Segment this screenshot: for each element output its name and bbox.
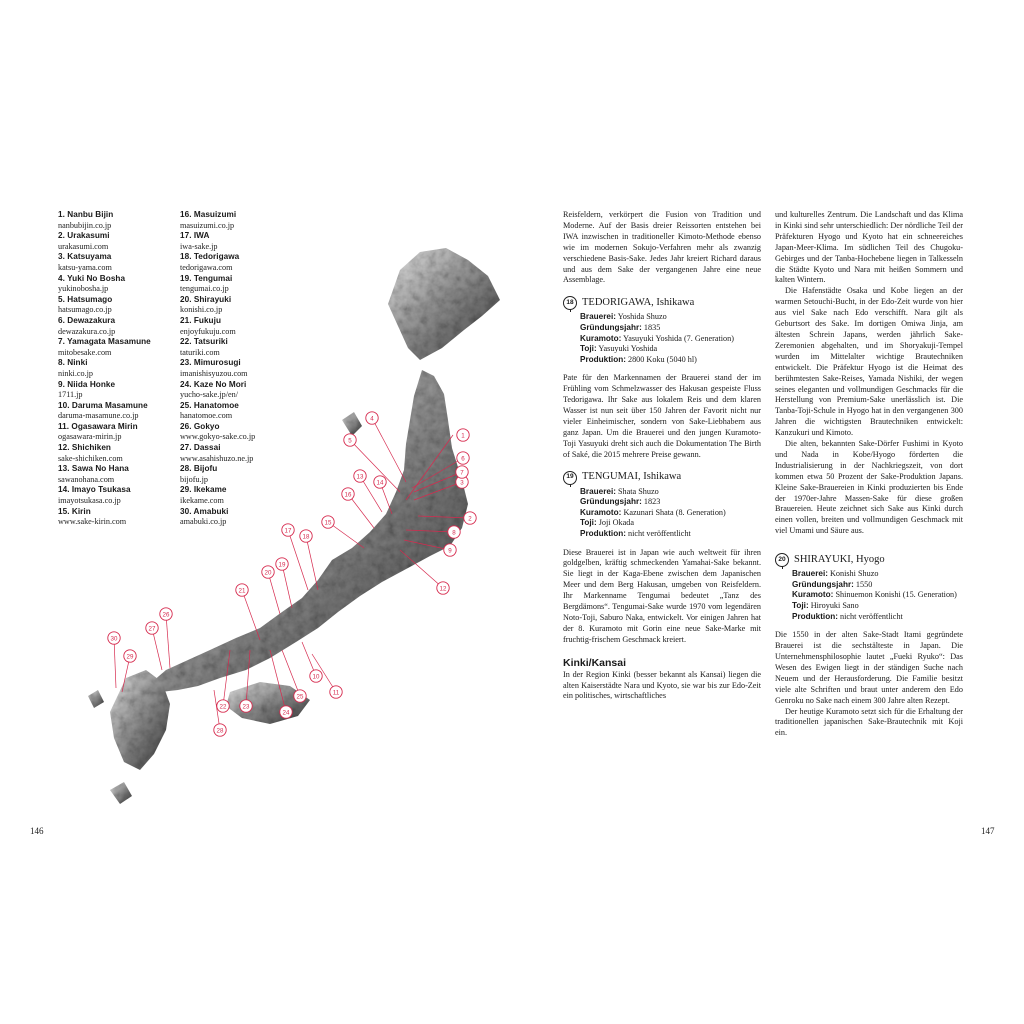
brewery-name: 29. Ikekame [180,485,227,495]
brewery-url: sawanohana.com [58,474,115,484]
brewery-name: 3. Katsuyama [58,252,112,262]
brewery-name: 17. IWA [180,231,210,241]
svg-text:22: 22 [219,703,227,711]
svg-text:26: 26 [162,611,170,619]
brewery-name: 14. Imayo Tsukasa [58,485,131,495]
page-number-left: 146 [30,826,44,836]
brewery-url: imanishisyuzou.com [180,368,248,378]
brewery-name: 25. Hanatomoe [180,400,239,410]
brewery-name: 11. Ogasawara Mirin [58,421,138,431]
brewery-url: taturiki.com [180,347,220,357]
map-marker-11 [330,686,342,698]
map-marker-8 [448,526,460,538]
svg-text:13: 13 [356,473,364,481]
svg-text:9: 9 [448,547,452,555]
map-marker-19 [276,558,288,570]
section-18-text: Pate für den Markennamen der Brauerei stand der im Frühling vom Schmelzwasser des Hakusan gespeiste Fluss Tedorigawa. Ihr Sake aus lokalem Reis und dem klaren Wasser ist nun seit über 150 Jahren der Favorit nicht nur vieler Einheimischer, sondern von Sake-Liebhabern aus ganz Japan. Um die Brauerei und den jungen Kuramoto-Toji Yasuyuki dreht sich auch die Dokumentation The Birth of Saké, die 2015 mehrere Preise gewann. [563,373,761,459]
japan-map-svg [70,230,510,830]
section-20-title: SHIRAYUKI, Hyogo [794,553,885,565]
brewery-url: bijofu.jp [180,474,208,484]
section-20-facts: Brauerei: Konishi Shuzo Gründungsjahr: 1550 Kuramoto: Shinuemon Konishi (15. Generation) Toji: Hiroyuki Sano Produktion: nicht veröffentlicht [792,569,957,621]
svg-text:30: 30 [110,635,118,643]
map-marker-17 [282,524,294,536]
brewery-name: 6. Dewazakura [58,315,116,325]
brewery-url: ogasawara-mirin.jp [58,432,122,442]
svg-text:20: 20 [264,569,272,577]
marker-19-icon: 19 [563,471,577,485]
section-19-facts: Brauerei: Shata Shuzo Gründungsjahr: 1823 Kuramoto: Kazunari Shata (8. Generation) Toji: Joji Okada Produktion: nicht veröffentlicht [580,486,726,538]
section-19-title: TENGUMAI, Ishikawa [582,471,682,483]
svg-text:29: 29 [126,653,134,661]
brewery-url: www.sake-kirin.com [58,517,127,527]
svg-text:6: 6 [461,455,465,463]
svg-text:8: 8 [452,529,456,537]
intro-paragraph: Reisfeldern, verkörpert die Fusion von Tradition und Moderne. Auf der Basis dreier Reissorten entstehen bei IWA inzwischen in traditioneller Kimoto-Methode ebenso wie im modernen Sokujo-Verfahren mehr als zwanzig verschiedene Basis-Sake. Jedes Jahr kreiert Richard daraus und aus dem Sake der vergangenen Jahre eine neue Assemblage. [563,210,761,285]
marker-18-icon: 18 [563,296,577,310]
svg-text:11: 11 [332,689,340,697]
kinki-paragraph-2: Die Hafenstädte Osaka und Kobe liegen an der warmen Setouchi-Bucht, in der Edo-Zeit wurde von hier aus viel Sake nach Edo verschifft. Nara gilt als Geburtsort des Sake. Im dortigen Omiwa Jinja, am ältesten Schrein Japans, werden jährlich Sake-Zeremonien abgehalten, und im Shoryakuji-Tempel wurden im Mittelalter wichtige Brautechniken entwickelt. Die Präfektur Hyogo ist die Heimat des berühmtesten Sake-Reises, Yamada Nishiki, der wegen seines eleganten und vollmundigen Geschmacks für die Herstellung von Premium-Sake unerlässlich ist. Die Tanba-Toji-Schule in Hyogo hat in den vergangenen 300 Jahren die wichtigsten Brautechniken entwickelt: Kanzukuri und Kimoto. [775,286,963,438]
brewery-name: 22. Tatsuriki [180,337,228,347]
map-marker-26 [160,608,172,620]
svg-text:4: 4 [370,415,374,423]
brewery-url: daruma-masamune.co.jp [58,411,139,421]
brewery-url: hanatomoe.com [180,411,233,421]
brewery-name: 21. Fukuju [180,315,221,325]
page-number-right: 147 [981,826,995,836]
svg-text:19: 19 [278,561,286,569]
svg-text:21: 21 [238,587,246,595]
text-column-3 [563,210,761,702]
section-18-facts: Brauerei: Yoshida Shuzo Gründungsjahr: 1835 Kuramoto: Yasuyuki Yoshida (7. Generation) Toji: Yasuyuki Yoshida Produktion: 2800 Koku (5040 hl) [580,312,734,364]
map-marker-27 [146,622,158,634]
map-marker-21 [236,584,248,596]
brewery-url: sake-shichiken.com [58,453,123,463]
brewery-name: 26. Gokyo [180,421,220,431]
kinki-paragraph-3: Die alten, bekannten Sake-Dörfer Fushimi in Kyoto und Nada in Kobe/Hyogo förderten die Industrialisierung in der Nachkriegszeit, von dort kommen etwa 50 Prozent der Sake-Produktion Japans. Kleine Sake-Brauereien in Kinki produzierten bis Ende der 1970er-Jahre Massen-Sake für diese großen Brauereien. Heute zeichnet sich Sake aus Kinki durch einen vollen, breiten und vollmundigen Geschmack mit viel Umami und Säure aus. [775,439,963,536]
brewery-url: 1711.jp [58,390,83,400]
map-marker-14 [374,476,386,488]
map-marker-22 [217,700,229,712]
map-marker-10 [310,670,322,682]
svg-text:16: 16 [344,491,352,499]
brewery-entry [58,210,178,231]
region-intro-text: In der Region Kinki (besser bekannt als Kansai) liegen die alten Kaiserstädte Nara und Kyoto, sie war bis zur Edo-Zeit ein politisches, wirtschaftliches [563,669,761,701]
brewery-name: 20. Shirayuki [180,294,232,304]
brewery-name: 27. Dassai [180,443,221,453]
brewery-name: 23. Mimurosugi [180,358,241,368]
brewery-name: 2. Urakasumi [58,231,110,241]
brewery-url: www.gokyo-sake.co.jp [180,432,256,442]
brewery-name: 9. Niida Honke [58,379,116,389]
brewery-url: www.asahishuzo.ne.jp [180,453,254,463]
svg-text:15: 15 [324,519,332,527]
brewery-url: imayotsukasa.co.jp [58,496,121,506]
brewery-url: tedorigawa.com [180,262,233,272]
section-20-text-2: Der heutige Kuramoto setzt sich für die Erhaltung der traditionellen japanischen Sake-Brautechnik mit Koji ein. [775,706,963,738]
svg-text:17: 17 [284,527,292,535]
map-marker-5 [344,434,356,446]
brewery-name: 16. Masuizumi [180,210,237,219]
brewery-name: 8. Ninki [58,358,88,368]
land-shapes [88,248,500,804]
svg-text:14: 14 [376,479,384,487]
region-heading: Kinki/Kansai [563,656,627,669]
svg-text:2: 2 [468,515,472,523]
brewery-name: 28. Bijofu [180,464,218,474]
section-20-text-1: Die 1550 in der alten Sake-Stadt Itami gegründete Brauerei ist die sechstälteste in Japan. Die Unternehmensphilosophie lautet „Fueki Ryuko“: Das Wesen des Ewigen liegt in der ständigen Suche nach Neuem und der Herausforderung. Die Familie besitzt viele alte Schriften und braut unter anderem den Edo Genroku no Sake nach einem 300 Jahre alten Rezept. [775,630,963,705]
map-marker-6 [457,452,469,464]
brewery-url: konishi.co.jp [180,305,223,315]
map-marker-7 [456,466,468,478]
brewery-url: hatsumago.co.jp [58,305,112,315]
brewery-name: 13. Sawa No Hana [58,464,129,474]
map-marker-30 [108,632,120,644]
brewery-url: ikekame.com [180,496,224,506]
svg-text:3: 3 [460,479,464,487]
map-marker-12 [437,582,449,594]
svg-text:12: 12 [439,585,447,593]
brewery-url: urakasumi.com [58,241,109,251]
map-marker-16 [342,488,354,500]
brewery-url: enjoyfukuju.com [180,326,236,336]
brewery-name: 19. Tengumai [180,273,233,283]
svg-text:28: 28 [216,727,224,735]
brewery-url: nanbubijin.co.jp [58,220,112,230]
map-marker-18 [300,530,312,542]
svg-text:1: 1 [461,432,465,440]
svg-text:24: 24 [282,709,290,717]
map-marker-4 [366,412,378,424]
brewery-url: yukinobosha.jp [58,284,109,294]
brewery-name: 7. Yamagata Masamune [58,337,151,347]
section-18-title: TEDORIGAWA, Ishikawa [582,296,695,308]
map-marker-1 [457,429,469,441]
section-19-heading [563,471,761,485]
brewery-url: ninki.co.jp [58,368,94,378]
map-marker-2 [464,512,476,524]
section-19-text: Diese Brauerei ist in Japan wie auch weltweit für ihren goldgelben, kräftig schmeckenden Yamahai-Sake bekannt. Sie liegt in der Kaga-Ebene zwischen dem Japanischen Meer und dem Berg Hakusan, umgeben von Reisfeldern. Ihr Markenname Tengumai bedeutet „Tanz des Bergdämons“. Tengumai-Sake wurde 1970 vom legendären Noto-Toji, Saburo Naka, entwickelt. Vor einigen Jahren hat der 8. Kuramoto mit Gorin eine neue Sake-Marke mit fruchtig-frischem Geschmack kreiert. [563,547,761,644]
section-18-heading [563,296,761,310]
brewery-name: 18. Tedorigawa [180,252,240,262]
map-marker-28 [214,724,226,736]
map-marker-20 [262,566,274,578]
brewery-name: 12. Shichiken [58,443,111,453]
brewery-name: 1. Nanbu Bijin [58,210,114,219]
svg-text:25: 25 [296,693,304,701]
brewery-url: mitobesake.com [58,347,112,357]
map-marker-23 [240,700,252,712]
svg-text:27: 27 [148,625,156,633]
map-marker-25 [294,690,306,702]
brewery-entry [180,210,300,231]
kinki-paragraph-1: und kulturelles Zentrum. Die Landschaft und das Klima in Kinki sind sehr unterschiedlich: Der nördliche Teil der Präfekturen Hyogo und Kyoto hat ein schneereiches Japan-Meer-Klima. Im südlichen Teil des Chugoku-Gebirges und der Tanba-Hochebene liegen in Talkesseln die Städte Kyoto und Nara mit heißen Sommern und kalten Wintern. [775,210,963,285]
brewery-url: iwa-sake.jp [180,241,218,251]
brewery-url: yucho-sake.jp/en/ [180,390,238,400]
brewery-name: 30. Amabuki [180,506,229,516]
map-marker-24 [280,706,292,718]
brewery-name: 10. Daruma Masamune [58,400,148,410]
brewery-url: masuizumi.co.jp [180,220,235,230]
section-20-heading [775,553,963,567]
brewery-url: tengumai.co.jp [180,284,229,294]
map-marker-13 [354,470,366,482]
brewery-url: dewazakura.co.jp [58,326,116,336]
japan-relief-map [70,230,510,830]
svg-text:7: 7 [460,469,464,477]
marker-20-icon: 20 [775,553,789,567]
svg-text:10: 10 [312,673,320,681]
map-marker-29 [124,650,136,662]
text-column-4 [775,210,963,739]
svg-text:5: 5 [348,437,352,445]
svg-text:23: 23 [242,703,250,711]
brewery-name: 4. Yuki No Bosha [58,273,126,283]
brewery-name: 24. Kaze No Mori [180,379,247,389]
map-marker-15 [322,516,334,528]
svg-text:18: 18 [302,533,310,541]
brewery-url: amabuki.co.jp [180,517,227,527]
brewery-name: 15. Kirin [58,506,91,516]
brewery-name: 5. Hatsumago [58,294,113,304]
brewery-url: katsu-yama.com [58,262,112,272]
map-marker-9 [444,544,456,556]
